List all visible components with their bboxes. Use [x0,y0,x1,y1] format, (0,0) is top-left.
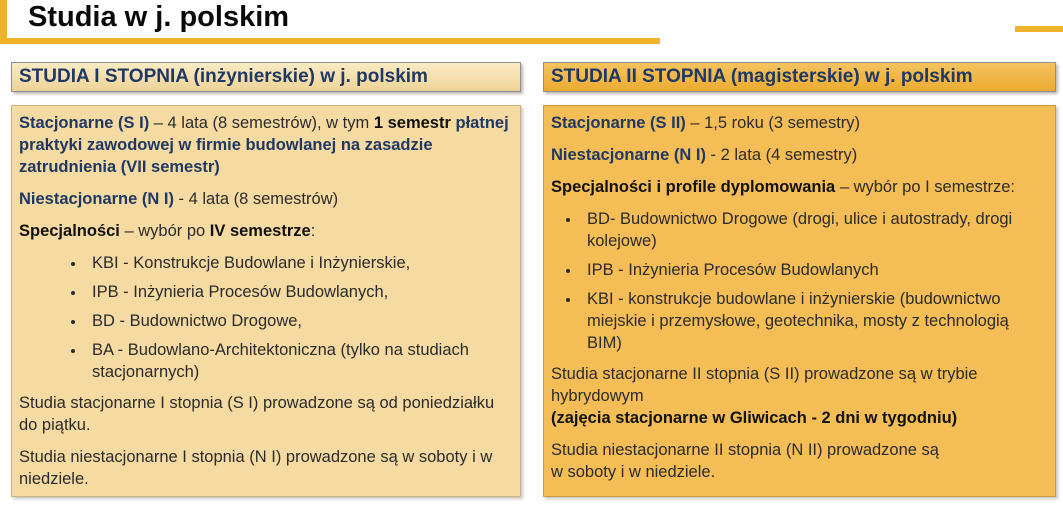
top-right-accent-bar [1015,26,1063,32]
second-cycle-header [543,62,1056,92]
specialization-item-ipb: • IPB - Inżynieria Procesów Budowlanych, [86,281,512,303]
second-cycle-specializations-list [551,208,1047,354]
parttime-label: Niestacjonarne (N I) [19,190,174,208]
specialization-item-ba: • BA - Budowlano-Architektoniczna (tylko na studiach stacjonarnych) [86,339,512,383]
first-cycle-parttime-duration: Niestacjonarne (N I) - 4 lata (8 semestrów) [19,190,339,208]
second-cycle-fulltime-duration: Stacjonarne (S II) – 1,5 roku (3 semestry) [551,114,861,132]
specialization-item-kbi: • KBI - Konstrukcje Budowlane i Inżynierskie, [86,252,512,274]
page-title: Studia w j. polskim [28,1,290,33]
first-cycle-header-label: STUDIA I STOPNIA (inżynierskie) w j. polskim [19,66,428,87]
title-accent-bar [0,0,7,38]
panel-first-cycle [11,62,521,497]
first-cycle-body [11,105,521,497]
specialization-item-bd: • BD- Budownictwo Drogowe (drogi, ulice i autostrady, drogi kolejowe) [581,208,1047,252]
second-cycle-parttime-schedule: Studia niestacjonarne II stopnia (N II) prowadzone są w soboty i w niedziele. [551,441,939,481]
second-cycle-body [543,105,1056,497]
first-cycle-specializations-list [19,252,512,383]
second-cycle-specializations-intro: Specjalności i profile dyplomowania – wybór po I semestrze: [551,178,1015,196]
specialization-item-kbi: • KBI - konstrukcje budowlane i inżynierskie (budownictwo miejskie i przemysłowe, geotechnika, mosty z technologią BIM) [581,288,1047,354]
title-underline [0,38,660,44]
parttime-label: Niestacjonarne (N I) [551,146,706,164]
second-cycle-parttime-duration: Niestacjonarne (N I) - 2 lata (4 semestry) [551,146,858,164]
specialization-item-bd: • BD - Budownictwo Drogowe, [86,310,512,332]
first-cycle-fulltime-schedule: Studia stacjonarne I stopnia (S I) prowadzone są od poniedziałku do piątku. [19,394,495,434]
fulltime-label: Stacjonarne (S II) [551,114,691,132]
first-cycle-fulltime-duration: Stacjonarne (S I) – 4 lata (8 semestrów), w tym 1 semestr płatnej praktyki zawodowej w firmie budowlanej na zasadzie zatrudnienia (VII semestr) [19,114,509,176]
specialization-item-ipb: • IPB - Inżynieria Procesów Budowlanych [581,259,1047,281]
second-cycle-header-label: STUDIA II STOPNIA (magisterskie) w j. polskim [551,66,973,87]
second-cycle-fulltime-schedule: Studia stacjonarne II stopnia (S II) prowadzone są w trybie hybrydowym (zajęcia stacjonarne w Gliwicach - 2 dni w tygodniu) [551,365,978,427]
first-cycle-header [11,62,521,92]
panel-second-cycle [543,62,1056,497]
fulltime-label: Stacjonarne (S I) [19,114,154,132]
first-cycle-parttime-schedule: Studia niestacjonarne I stopnia (N I) prowadzone są w soboty i w niedziele. [19,448,493,488]
first-cycle-specializations-intro: Specjalności – wybór po IV semestrze: [19,222,316,240]
